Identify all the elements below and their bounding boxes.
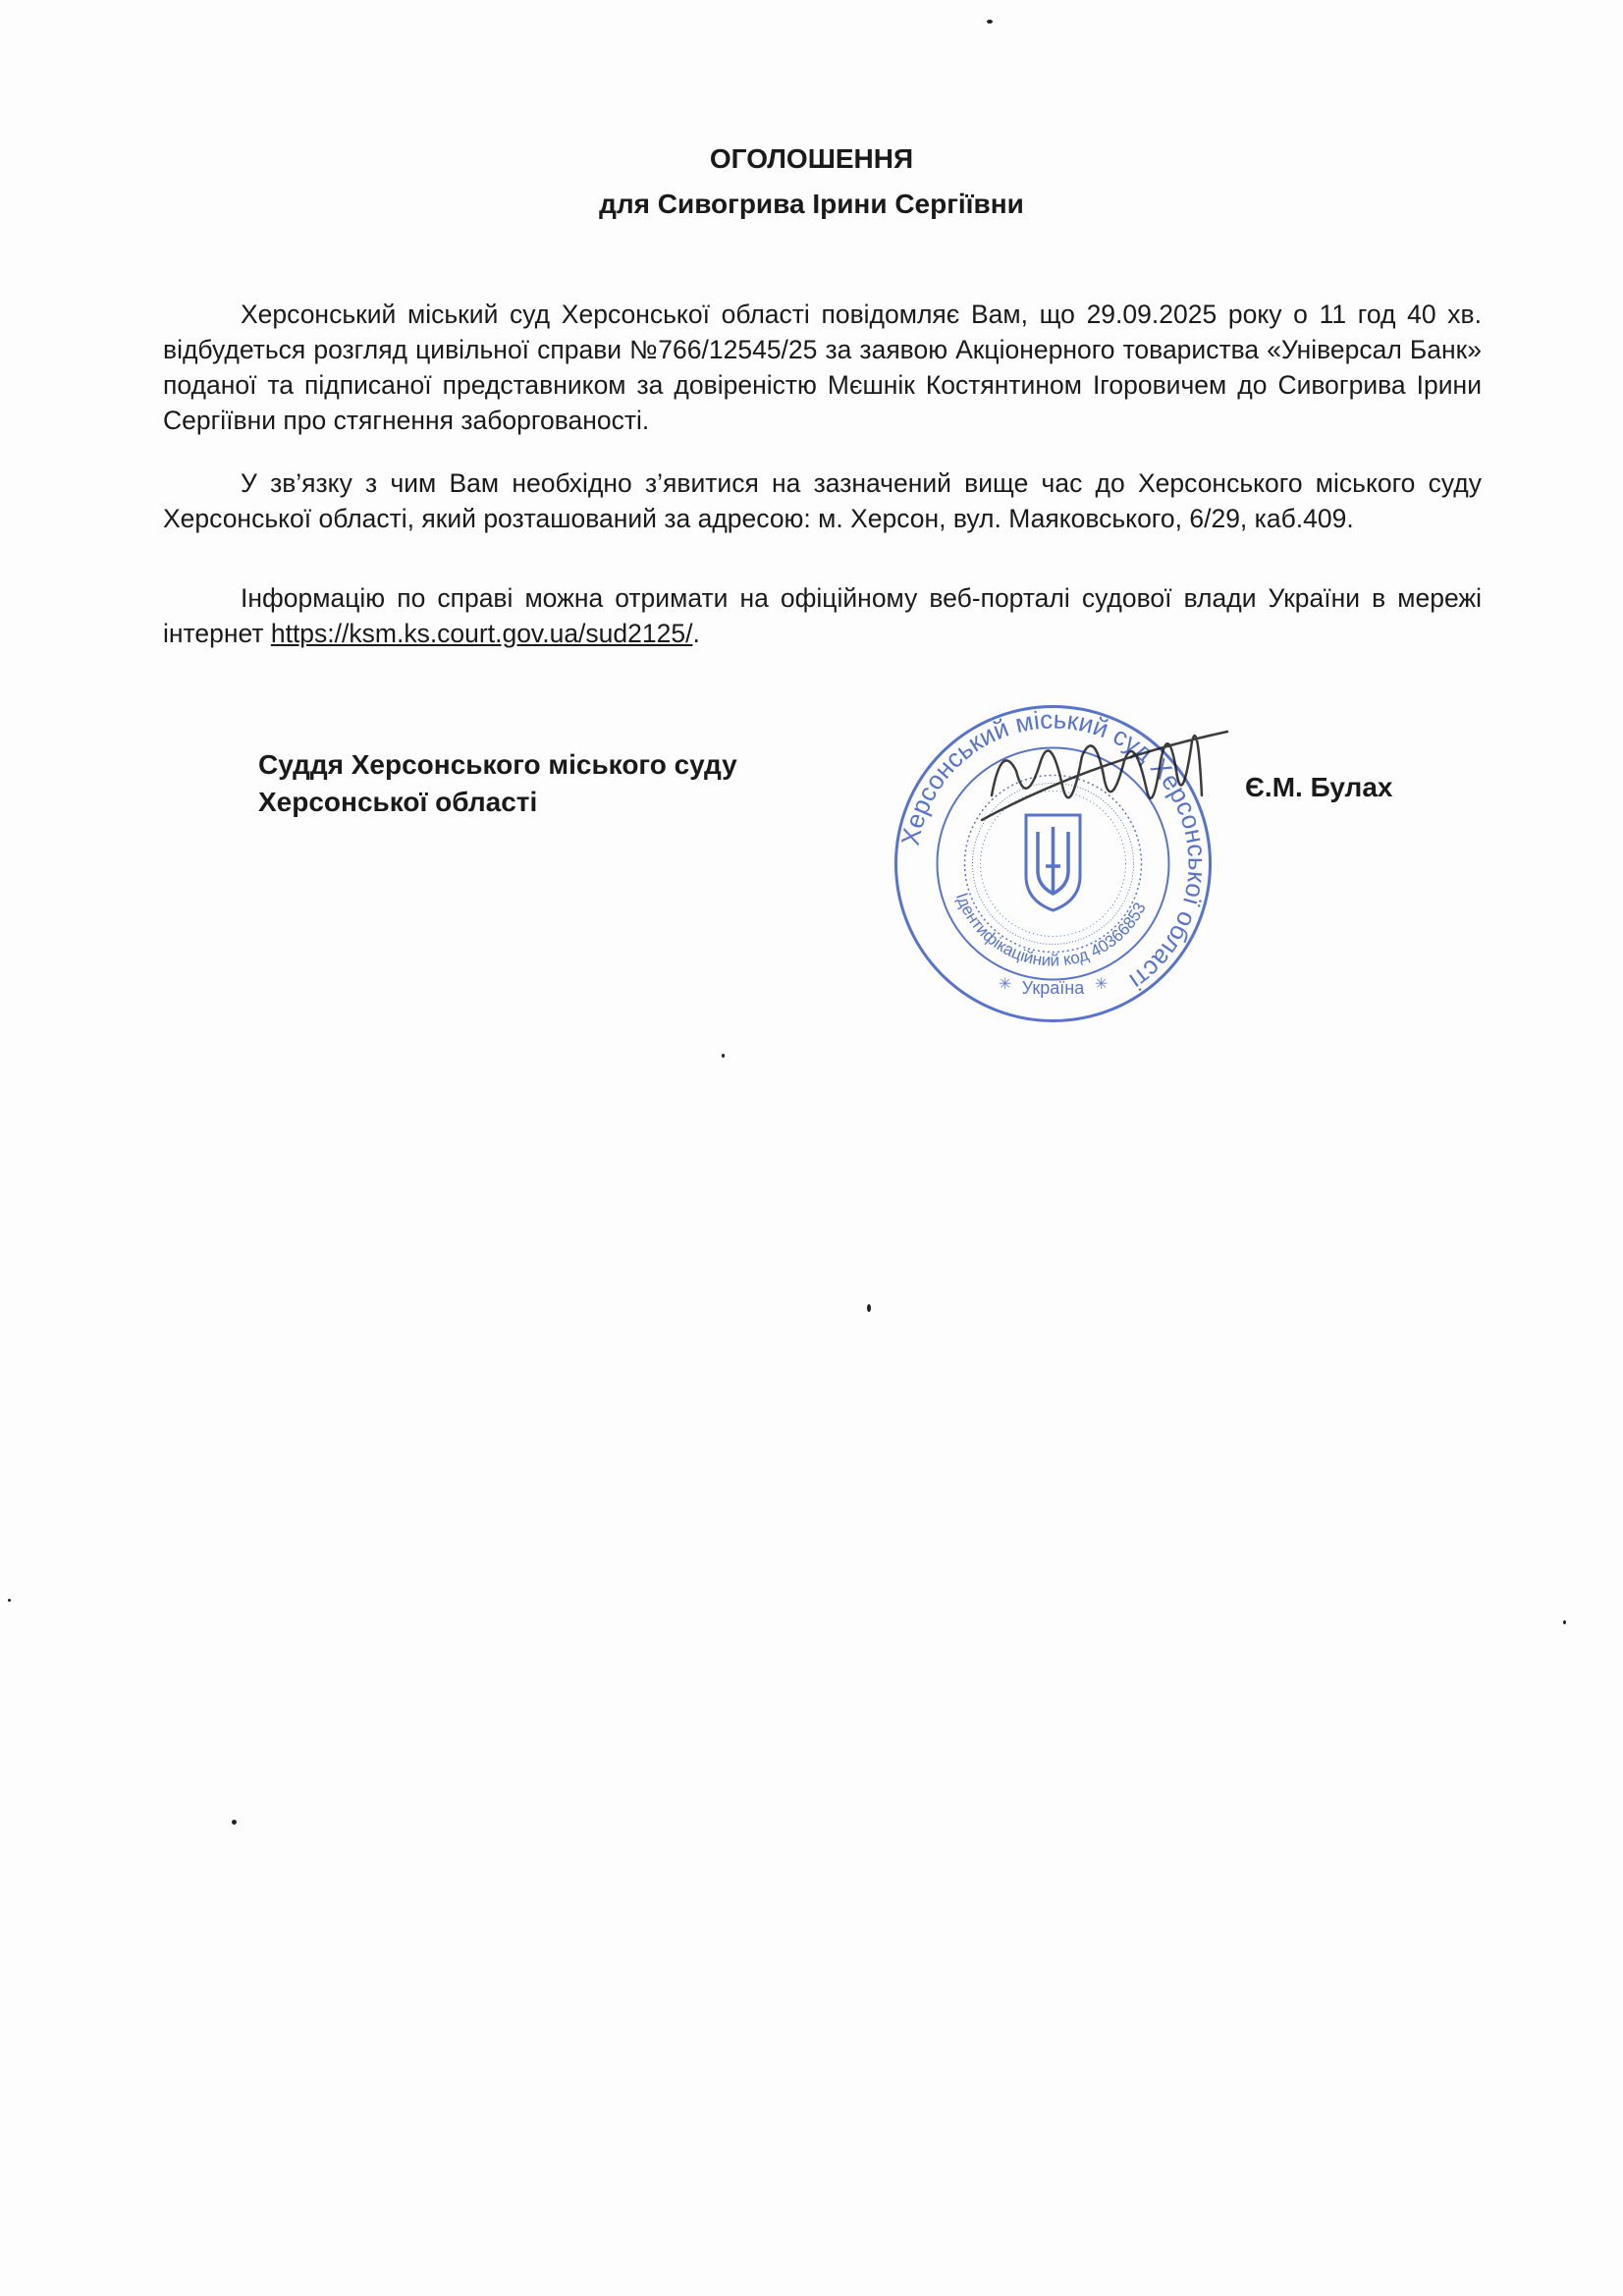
judge-position: [258, 746, 737, 821]
paragraph-hearing-notice: Херсонський міський суд Херсонської області повідомляє Вам, що 29.09.2025 року о 11 год 40 хв. відбудеться розгляд цивільної справи №766/12545/25 за заявою Акціонерного товариства «Універсал Банк» поданої та підписаної представником за довіреністю Мєшнік Костянтином Ігоровичем до Сивогрива Ірини Сергіївни про стягнення заборгованості.: [163, 300, 1482, 435]
judge-position-line2: Херсонської області: [258, 787, 538, 817]
judge-handwritten-signature: [972, 702, 1237, 849]
court-website-link[interactable]: https://ksm.ks.court.gov.ua/sud2125/: [270, 619, 693, 648]
paragraph-info-end: .: [692, 619, 700, 648]
scan-speck: [8, 1599, 11, 1602]
scan-speck: [987, 20, 993, 24]
paragraph-info-link: [163, 580, 1482, 651]
judge-position-line1: Суддя Херсонського міського суду: [258, 749, 737, 780]
scan-speck: [1563, 1620, 1566, 1624]
judge-name: Є.М. Булах: [1245, 772, 1393, 802]
stamp-country-text: Україна: [1021, 978, 1085, 998]
document-title: ОГОЛОШЕННЯ: [709, 143, 914, 174]
scan-speck: [232, 1820, 237, 1825]
stamp-star-right-icon: ✳: [1095, 976, 1109, 993]
stamp-star-left-icon: ✳: [999, 976, 1012, 993]
paragraph-appearance-request: У зв’язку з чим Вам необхідно з’явитися на зазначений вище час до Херсонського міського суду Херсонської області, який розташований за адресою: м. Херсон, вул. Маяковського, 6/29, каб.409.: [163, 468, 1482, 533]
document-subtitle: для Сивогрива Ірини Сергіївни: [599, 189, 1024, 219]
scan-speck: [722, 1054, 725, 1058]
stamp-outer-text: Херсонський міський суд Херсонської області: [894, 704, 1213, 997]
scan-speck: [867, 1304, 871, 1312]
paragraph-info-text: Інформацію по справі можна отримати на офіційному веб-порталі судової влади України в мережі інтернет: [163, 583, 1482, 648]
stamp-inner-text: Ідентифікаційний код 40366853: [951, 890, 1150, 970]
